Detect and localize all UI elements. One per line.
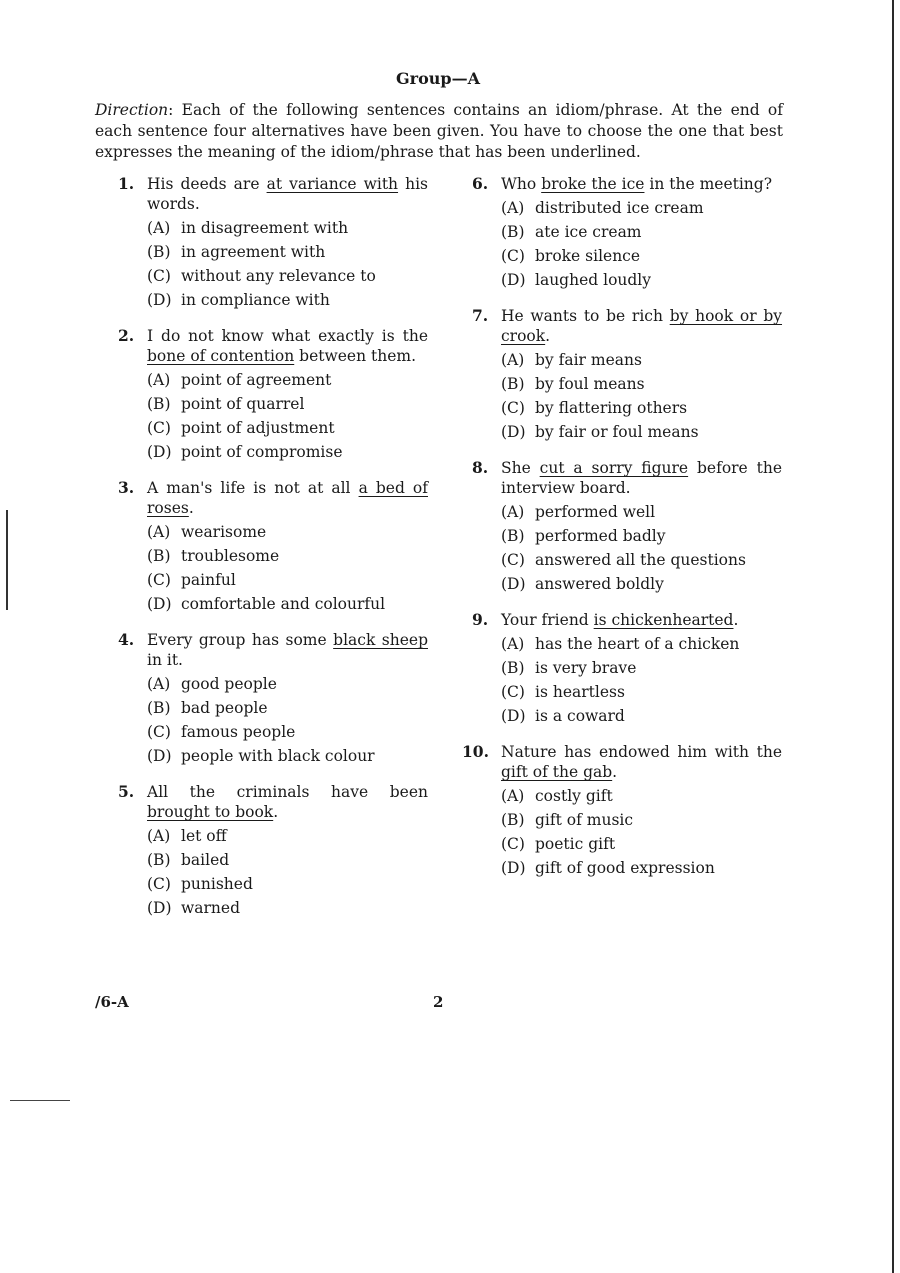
answer-option xyxy=(501,198,782,218)
option-text: gift of music xyxy=(535,811,634,829)
answer-option xyxy=(147,722,428,742)
option-letter: (A) xyxy=(147,675,171,693)
answer-option xyxy=(147,850,428,870)
question-stem xyxy=(147,478,428,518)
direction-text: : Each of the following sentences contains an idiom/phrase. At the end of each sentence four alternatives have been given. You have to choose the one that best expresses the meaning of the idiom/phrase that has been underlined. xyxy=(95,101,783,161)
option-letter: (B) xyxy=(501,223,525,241)
option-text: by fair or foul means xyxy=(535,423,699,441)
answer-option xyxy=(147,874,428,894)
option-text: point of agreement xyxy=(181,371,332,389)
option-letter: (D) xyxy=(501,575,526,593)
answer-option xyxy=(147,698,428,718)
question-1 xyxy=(118,174,428,310)
answer-option xyxy=(501,270,782,290)
option-letter: (D) xyxy=(147,291,172,309)
option-letter: (D) xyxy=(147,443,172,461)
question-number: 4. xyxy=(118,630,135,649)
question-stem xyxy=(147,630,428,670)
stem-text: . xyxy=(545,327,551,345)
question-number: 5. xyxy=(118,782,135,801)
underlined-idiom: bone of contention xyxy=(147,347,295,365)
answer-option xyxy=(501,786,782,806)
question-stem xyxy=(501,610,782,630)
underlined-idiom: broke the ice xyxy=(541,175,645,193)
option-text: is a coward xyxy=(535,707,625,725)
option-letter: (B) xyxy=(147,547,171,565)
option-letter: (B) xyxy=(147,699,171,717)
option-letter: (D) xyxy=(147,595,172,613)
option-letter: (A) xyxy=(501,635,525,653)
option-letter: (D) xyxy=(501,423,526,441)
group-heading: Group—A xyxy=(396,69,480,88)
option-text: in compliance with xyxy=(181,291,330,309)
question-2 xyxy=(118,326,428,462)
answer-option xyxy=(147,522,428,542)
option-text: warned xyxy=(181,899,240,917)
option-letter: (B) xyxy=(147,395,171,413)
underlined-idiom: a bed of roses xyxy=(147,479,428,517)
option-letter: (C) xyxy=(501,835,525,853)
answer-option xyxy=(147,594,428,614)
question-5 xyxy=(118,782,428,918)
option-text: is very brave xyxy=(535,659,637,677)
question-number: 7. xyxy=(472,306,489,325)
stem-text: before the interview board. xyxy=(501,459,782,497)
question-3 xyxy=(118,478,428,614)
option-text: famous people xyxy=(181,723,296,741)
option-letter: (B) xyxy=(501,659,525,677)
answer-option xyxy=(501,682,782,702)
option-text: distributed ice cream xyxy=(535,199,704,217)
option-text: broke silence xyxy=(535,247,641,265)
paper-code: /6-A xyxy=(95,993,129,1011)
stem-text: . xyxy=(733,611,739,629)
option-letter: (B) xyxy=(147,851,171,869)
stem-text: his words. xyxy=(147,175,428,213)
option-letter: (B) xyxy=(501,527,525,545)
page-number: 2 xyxy=(433,993,444,1011)
underlined-idiom: gift of the gab xyxy=(501,763,613,781)
option-text: by fair means xyxy=(535,351,642,369)
option-text: people with black colour xyxy=(181,747,375,765)
scan-edge-line xyxy=(892,0,894,1273)
answer-option xyxy=(147,570,428,590)
option-text: answered boldly xyxy=(535,575,664,593)
underlined-idiom: cut a sorry figure xyxy=(539,459,689,477)
underlined-idiom: by hook or by crook xyxy=(501,307,783,345)
answer-option xyxy=(147,394,428,414)
option-text: point of compromise xyxy=(181,443,343,461)
option-letter: (A) xyxy=(147,827,171,845)
question-6 xyxy=(472,174,782,290)
option-text: poetic gift xyxy=(535,835,616,853)
stem-text: in the meeting? xyxy=(644,175,773,193)
question-stem xyxy=(501,742,782,782)
question-number: 8. xyxy=(472,458,489,477)
stem-text: His deeds are xyxy=(147,175,267,193)
stem-text: He wants to be rich xyxy=(501,307,670,325)
answer-option xyxy=(147,266,428,286)
answer-option xyxy=(147,290,428,310)
answer-option xyxy=(501,634,782,654)
stem-text: . xyxy=(273,803,279,821)
answer-option xyxy=(501,374,782,394)
option-letter: (C) xyxy=(147,571,171,589)
answer-option xyxy=(147,242,428,262)
stem-text: between them. xyxy=(294,347,417,365)
option-text: good people xyxy=(181,675,277,693)
option-letter: (A) xyxy=(501,351,525,369)
answer-option xyxy=(147,418,428,438)
option-letter: (D) xyxy=(501,859,526,877)
answer-option xyxy=(501,246,782,266)
answer-option xyxy=(147,826,428,846)
answer-option xyxy=(501,810,782,830)
question-number: 2. xyxy=(118,326,135,345)
stem-text: I do not know what exactly is the xyxy=(147,327,428,345)
option-text: costly gift xyxy=(535,787,613,805)
question-number: 3. xyxy=(118,478,135,497)
option-text: by foul means xyxy=(535,375,645,393)
option-text: by flattering others xyxy=(535,399,688,417)
option-letter: (D) xyxy=(501,707,526,725)
option-letter: (B) xyxy=(501,375,525,393)
answer-option xyxy=(501,422,782,442)
stem-text: Nature has endowed him with the xyxy=(501,743,782,761)
question-column-right xyxy=(462,174,783,878)
question-number: 9. xyxy=(472,610,489,629)
question-number: 10. xyxy=(462,742,489,761)
option-text: bad people xyxy=(181,699,268,717)
question-stem xyxy=(147,174,428,214)
answer-option xyxy=(501,526,782,546)
option-text: answered all the questions xyxy=(535,551,746,569)
option-letter: (C) xyxy=(147,419,171,437)
answer-option xyxy=(501,398,782,418)
answer-option xyxy=(147,370,428,390)
answer-option xyxy=(501,706,782,726)
option-letter: (A) xyxy=(501,503,525,521)
answer-option xyxy=(501,222,782,242)
underlined-idiom: brought to book xyxy=(147,803,274,821)
option-text: wearisome xyxy=(181,523,267,541)
option-letter: (A) xyxy=(501,787,525,805)
question-column-left xyxy=(118,174,428,918)
option-letter: (C) xyxy=(147,875,171,893)
question-8 xyxy=(472,458,782,594)
answer-option xyxy=(501,858,782,878)
underlined-idiom: black sheep xyxy=(333,631,428,649)
stem-text: Who xyxy=(501,175,542,193)
option-letter: (A) xyxy=(147,371,171,389)
question-4 xyxy=(118,630,428,766)
direction-paragraph xyxy=(95,100,783,163)
option-text: without any relevance to xyxy=(181,267,376,285)
option-text: laughed loudly xyxy=(535,271,652,289)
option-text: performed badly xyxy=(535,527,666,545)
stem-text: A man's life is not at all xyxy=(147,479,359,497)
answer-option xyxy=(147,674,428,694)
question-number: 6. xyxy=(472,174,489,193)
option-letter: (A) xyxy=(501,199,525,217)
question-stem xyxy=(501,458,782,498)
answer-option xyxy=(501,350,782,370)
option-text: comfortable and colourful xyxy=(181,595,386,613)
option-letter: (A) xyxy=(147,219,171,237)
option-text: gift of good expression xyxy=(535,859,715,877)
answer-option xyxy=(147,898,428,918)
margin-mark xyxy=(6,510,8,610)
option-text: point of adjustment xyxy=(181,419,335,437)
answer-option xyxy=(501,502,782,522)
option-text: point of quarrel xyxy=(181,395,305,413)
answer-option xyxy=(501,550,782,570)
question-number: 1. xyxy=(118,174,135,193)
question-stem xyxy=(147,326,428,366)
question-stem xyxy=(501,306,782,346)
option-letter: (C) xyxy=(147,267,171,285)
option-letter: (C) xyxy=(501,683,525,701)
option-text: bailed xyxy=(181,851,230,869)
option-letter: (C) xyxy=(501,551,525,569)
option-letter: (B) xyxy=(501,811,525,829)
option-text: performed well xyxy=(535,503,656,521)
option-text: has the heart of a chicken xyxy=(535,635,740,653)
option-letter: (C) xyxy=(147,723,171,741)
option-letter: (D) xyxy=(501,271,526,289)
answer-option xyxy=(501,658,782,678)
answer-option xyxy=(147,546,428,566)
answer-option xyxy=(147,218,428,238)
question-stem xyxy=(147,782,428,822)
option-text: in disagreement with xyxy=(181,219,349,237)
option-text: painful xyxy=(181,571,236,589)
stem-text: All the criminals have been xyxy=(147,783,428,801)
option-letter: (C) xyxy=(501,399,525,417)
answer-option xyxy=(147,442,428,462)
option-letter: (A) xyxy=(147,523,171,541)
question-9 xyxy=(472,610,782,726)
underlined-idiom: at variance with xyxy=(266,175,399,193)
stem-text: . xyxy=(612,763,618,781)
option-text: let off xyxy=(181,827,227,845)
underlined-idiom: is chickenhearted xyxy=(593,611,734,629)
answer-option xyxy=(501,834,782,854)
option-letter: (D) xyxy=(147,747,172,765)
stem-text: . xyxy=(188,499,194,517)
question-7 xyxy=(472,306,782,442)
option-text: ate ice cream xyxy=(535,223,642,241)
option-text: in agreement with xyxy=(181,243,326,261)
scan-dash xyxy=(10,1100,70,1101)
stem-text: Every group has some xyxy=(147,631,334,649)
direction-label: Direction xyxy=(95,101,169,119)
option-text: troublesome xyxy=(181,547,280,565)
option-letter: (B) xyxy=(147,243,171,261)
question-stem xyxy=(501,174,782,194)
option-text: punished xyxy=(181,875,253,893)
answer-option xyxy=(147,746,428,766)
question-10 xyxy=(462,742,782,878)
option-letter: (C) xyxy=(501,247,525,265)
option-text: is heartless xyxy=(535,683,625,701)
option-letter: (D) xyxy=(147,899,172,917)
stem-text: in it. xyxy=(147,651,183,669)
answer-option xyxy=(501,574,782,594)
stem-text: Your friend xyxy=(501,611,594,629)
stem-text: She xyxy=(501,459,540,477)
